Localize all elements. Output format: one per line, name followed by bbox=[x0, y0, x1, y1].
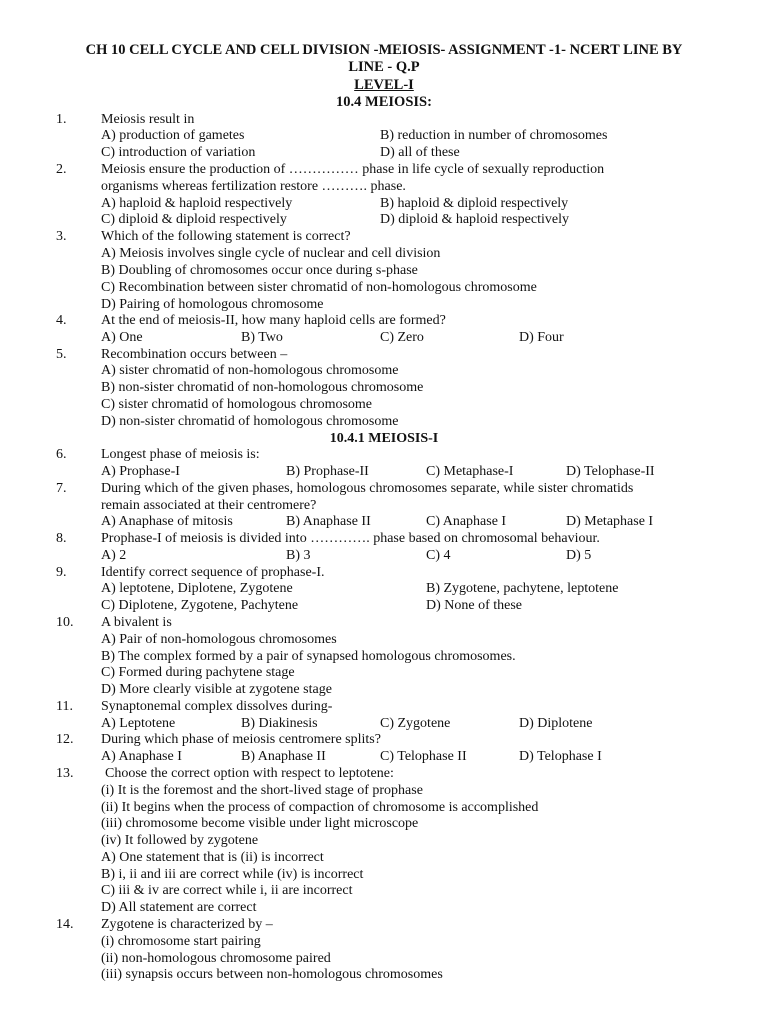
question-text: Choose the correct option with respect to leptotene: bbox=[105, 766, 394, 781]
option-c: C) Zygotene bbox=[380, 716, 451, 731]
option-a: A) One bbox=[101, 330, 143, 345]
question-number: 1. bbox=[56, 112, 67, 127]
question-number: 9. bbox=[56, 565, 67, 580]
option-d: D) diploid & haploid respectively bbox=[380, 212, 569, 227]
question-text-line1: During which of the given phases, homologous chromosomes separate, while sister chromatids bbox=[101, 481, 634, 496]
option-c: C) Anaphase I bbox=[426, 514, 507, 529]
option-b: B) Doubling of chromosomes occur once during s-phase bbox=[101, 263, 418, 278]
option-d: D) non-sister chromatid of homologous chromosome bbox=[101, 414, 399, 429]
document-title-line1: CH 10 CELL CYCLE AND CELL DIVISION -MEIOSIS- ASSIGNMENT -1- NCERT LINE BY bbox=[85, 42, 683, 58]
option-a: A) Meiosis involves single cycle of nuclear and cell division bbox=[101, 246, 441, 261]
option-d: D) None of these bbox=[426, 598, 523, 613]
question-text: At the end of meiosis-II, how many haploid cells are formed? bbox=[101, 313, 446, 328]
question-text: Longest phase of meiosis is: bbox=[101, 447, 260, 462]
question-number: 11. bbox=[56, 699, 73, 714]
option-b: B) The complex formed by a pair of synapsed homologous chromosomes. bbox=[101, 649, 516, 664]
option-b: B) 3 bbox=[286, 548, 311, 563]
statement-iii: (iii) synapsis occurs between non-homologous chromosomes bbox=[101, 967, 443, 982]
option-b: B) Anaphase II bbox=[241, 749, 326, 764]
question-number: 8. bbox=[56, 531, 67, 546]
option-a: A) haploid & haploid respectively bbox=[101, 196, 293, 211]
option-a: A) One statement that is (ii) is incorrect bbox=[101, 850, 324, 865]
option-a: A) sister chromatid of non-homologous chromosome bbox=[101, 363, 399, 378]
option-c: C) Diplotene, Zygotene, Pachytene bbox=[101, 598, 299, 613]
statement-iv: (iv) It followed by zygotene bbox=[101, 833, 259, 848]
question-text: Prophase-I of meiosis is divided into …………. phase based on chromosomal behaviour. bbox=[101, 531, 600, 546]
option-b: B) Two bbox=[241, 330, 283, 345]
question-number: 6. bbox=[56, 447, 67, 462]
question-number: 4. bbox=[56, 313, 67, 328]
option-a: A) Leptotene bbox=[101, 716, 176, 731]
option-b: B) Prophase-II bbox=[286, 464, 369, 479]
question-text-line2: organisms whereas fertilization restore ………. phase. bbox=[101, 179, 406, 194]
question-number: 14. bbox=[56, 917, 74, 932]
question-text: During which phase of meiosis centromere splits? bbox=[101, 732, 381, 747]
document-title-line2: LINE - Q.P bbox=[348, 59, 420, 75]
option-d: D) More clearly visible at zygotene stage bbox=[101, 682, 332, 697]
question-text: Zygotene is characterized by – bbox=[101, 917, 273, 932]
statement-ii: (ii) It begins when the process of compaction of chromosome is accomplished bbox=[101, 800, 539, 815]
question-text: A bivalent is bbox=[101, 615, 172, 630]
question-number: 13. bbox=[56, 766, 74, 781]
question-number: 5. bbox=[56, 347, 67, 362]
question-number: 12. bbox=[56, 732, 74, 747]
option-a: A) production of gametes bbox=[101, 128, 245, 143]
option-c: C) 4 bbox=[426, 548, 451, 563]
option-b: B) haploid & diploid respectively bbox=[380, 196, 569, 211]
option-a: A) 2 bbox=[101, 548, 127, 563]
statement-ii: (ii) non-homologous chromosome paired bbox=[101, 951, 331, 966]
question-number: 7. bbox=[56, 481, 67, 496]
question-text: Meiosis result in bbox=[101, 112, 195, 127]
question-text: Synaptonemal complex dissolves during- bbox=[101, 699, 333, 714]
option-b: B) non-sister chromatid of non-homologous chromosome bbox=[101, 380, 424, 395]
option-b: B) Diakinesis bbox=[241, 716, 318, 731]
option-d: D) all of these bbox=[380, 145, 460, 160]
option-b: B) Anaphase II bbox=[286, 514, 371, 529]
option-c: C) diploid & diploid respectively bbox=[101, 212, 287, 227]
question-text-line2: remain associated at their centromere? bbox=[101, 498, 317, 513]
question-text: Which of the following statement is correct? bbox=[101, 229, 351, 244]
option-d: D) Four bbox=[519, 330, 564, 345]
option-b: B) i, ii and iii are correct while (iv) is incorrect bbox=[101, 867, 364, 882]
question-number: 3. bbox=[56, 229, 67, 244]
option-d: D) 5 bbox=[566, 548, 592, 563]
statement-i: (i) It is the foremost and the short-lived stage of prophase bbox=[101, 783, 423, 798]
option-c: C) Metaphase-I bbox=[426, 464, 514, 479]
option-b: B) Zygotene, pachytene, leptotene bbox=[426, 581, 619, 596]
section-heading: 10.4 MEIOSIS: bbox=[336, 94, 432, 110]
statement-iii: (iii) chromosome become visible under light microscope bbox=[101, 816, 419, 831]
option-a: A) Anaphase I bbox=[101, 749, 182, 764]
statement-i: (i) chromosome start pairing bbox=[101, 934, 261, 949]
option-d: D) Telophase-II bbox=[566, 464, 655, 479]
option-d: D) Metaphase I bbox=[566, 514, 654, 529]
option-a: A) Prophase-I bbox=[101, 464, 180, 479]
option-d: D) Telophase I bbox=[519, 749, 602, 764]
option-c: C) Zero bbox=[380, 330, 424, 345]
option-c: C) sister chromatid of homologous chromosome bbox=[101, 397, 373, 412]
option-c: C) Formed during pachytene stage bbox=[101, 665, 295, 680]
option-b: B) reduction in number of chromosomes bbox=[380, 128, 608, 143]
option-d: D) Pairing of homologous chromosome bbox=[101, 297, 324, 312]
level-heading-text: LEVEL-I bbox=[354, 77, 414, 93]
option-c: C) iii & iv are correct while i, ii are incorrect bbox=[101, 883, 353, 898]
option-c: C) Telophase II bbox=[380, 749, 467, 764]
option-d: D) All statement are correct bbox=[101, 900, 257, 915]
option-a: A) Anaphase of mitosis bbox=[101, 514, 233, 529]
question-text-line1: Meiosis ensure the production of …………… phase in life cycle of sexually reproduction bbox=[101, 162, 605, 177]
question-number: 10. bbox=[56, 615, 74, 630]
option-c: C) introduction of variation bbox=[101, 145, 256, 160]
option-c: C) Recombination between sister chromatid of non-homologous chromosome bbox=[101, 280, 537, 295]
option-a: A) leptotene, Diplotene, Zygotene bbox=[101, 581, 293, 596]
subsection-heading: 10.4.1 MEIOSIS-I bbox=[329, 431, 439, 446]
option-d: D) Diplotene bbox=[519, 716, 593, 731]
level-heading bbox=[40, 77, 728, 94]
question-text: Identify correct sequence of prophase-I. bbox=[101, 565, 325, 580]
question-text: Recombination occurs between – bbox=[101, 347, 288, 362]
option-a: A) Pair of non-homologous chromosomes bbox=[101, 632, 337, 647]
question-number: 2. bbox=[56, 162, 67, 177]
